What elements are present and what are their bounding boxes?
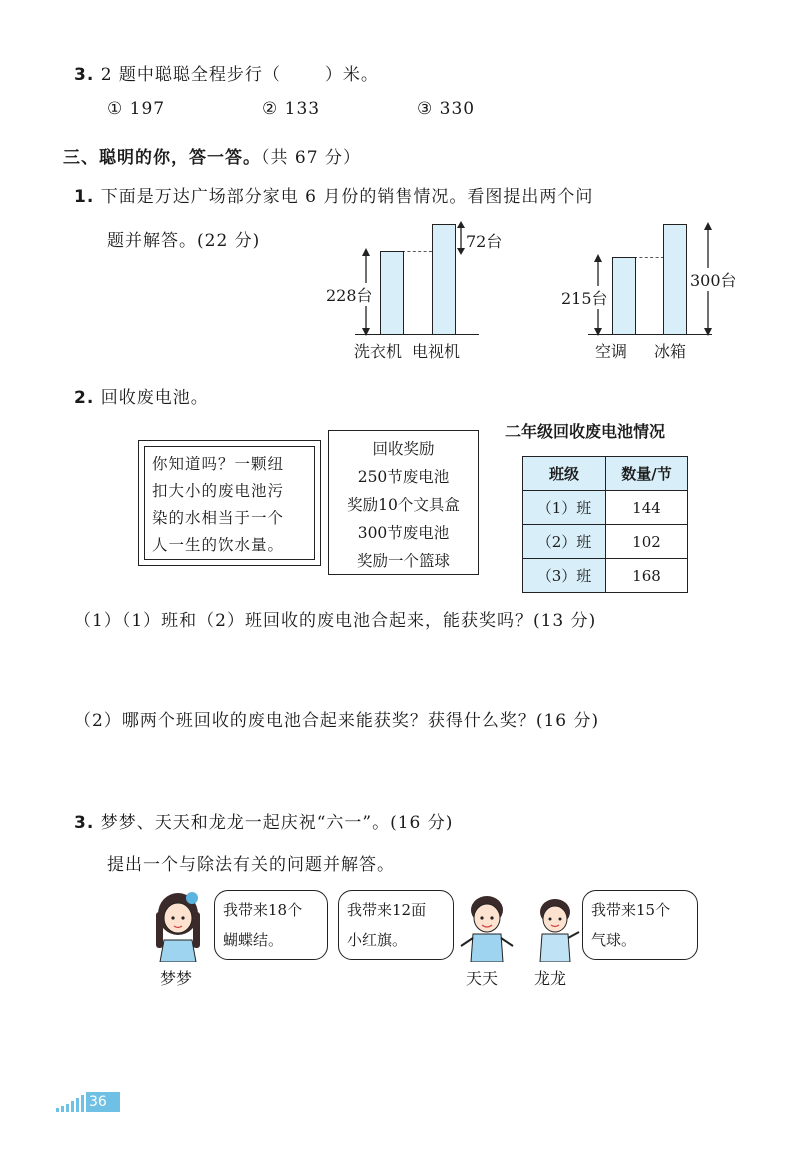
tip-line: 人一生的饮水量。 <box>152 536 285 554</box>
p2-sub2: （2）哪两个班回收的废电池合起来能获奖？获得什么奖？(16 分) <box>74 711 600 731</box>
q3-text-before: 2 题中聪聪全程步行（ <box>100 65 281 85</box>
q3-option-1: ① 197 <box>107 99 166 119</box>
table-header: 班级 <box>523 457 606 491</box>
p1-text1: 下面是万达广场部分家电 6 月份的销售情况。看图提出两个问 <box>100 187 594 207</box>
speech-bubble-longlong <box>582 890 698 960</box>
section-points: （共 67 分） <box>261 148 361 168</box>
p3-line1 <box>74 808 453 833</box>
xlabel-ac: 空调 <box>595 342 628 361</box>
bubble-line: 蝴蝶结。 <box>223 931 284 949</box>
section-heading <box>63 143 361 168</box>
bar-tv <box>432 224 456 335</box>
bubble-line: 小红旗。 <box>347 931 408 949</box>
p2-sub1: （1）（1）班和（2）班回收的废电池合起来，能获奖吗？(13 分) <box>74 611 597 631</box>
p3-number: 3. <box>74 813 95 833</box>
p2-number: 2. <box>74 388 95 408</box>
page-steps-icon <box>56 1094 86 1112</box>
speech-bubble-mengmeng <box>214 890 328 960</box>
reward-line: 奖励10个文具盒 <box>347 496 460 514</box>
table-cell-count: 168 <box>606 559 688 593</box>
xlabel-washing-machine: 洗衣机 <box>354 342 403 361</box>
bubble-line: 气球。 <box>591 931 637 949</box>
p3-text1: 梦梦、天天和龙龙一起庆祝“六一”。(16 分) <box>100 813 454 833</box>
table-row <box>523 525 688 559</box>
name-longlong: 龙龙 <box>534 969 567 988</box>
tip-inner <box>144 446 315 560</box>
chart-left-dashline <box>402 251 432 252</box>
name-mengmeng: 梦梦 <box>160 969 193 988</box>
label-300: 300台 <box>690 268 737 291</box>
table-cell-class: （1）班 <box>523 491 606 525</box>
tip-line: 扣大小的废电池污 <box>152 482 285 500</box>
tip-line: 染的水相当于一个 <box>152 509 285 527</box>
table-cell-class: （2）班 <box>523 525 606 559</box>
name-tiantian: 天天 <box>466 969 499 988</box>
chart-right-dashline <box>634 257 664 258</box>
label-215: 215台 <box>561 286 608 309</box>
boy-longlong-illustration <box>527 894 583 962</box>
bar-air-conditioner <box>612 257 636 335</box>
xlabel-fridge: 冰箱 <box>654 342 687 361</box>
page-number: 36 <box>86 1092 120 1112</box>
bubble-line: 我带来15个 <box>591 901 671 919</box>
tip-line: 你知道吗？一颗纽 <box>152 455 285 473</box>
p1-line2: 题并解答。(22 分) <box>107 231 261 251</box>
boy-tiantian-illustration <box>457 892 517 962</box>
tip-box <box>138 440 321 566</box>
bubble-line: 我带来12面 <box>347 901 427 919</box>
table-cell-count: 102 <box>606 525 688 559</box>
label-72: 72台 <box>466 232 503 251</box>
reward-line: 奖励一个篮球 <box>356 552 450 570</box>
table-cell-count: 144 <box>606 491 688 525</box>
table-row <box>523 491 688 525</box>
q3-number: 3. <box>74 65 95 85</box>
section-title: 三、聪明的你，答一答。 <box>63 148 261 168</box>
bubble-line: 我带来18个 <box>223 901 303 919</box>
p2-title: 回收废电池。 <box>100 388 209 408</box>
table-header-row <box>523 457 688 491</box>
reward-line: 回收奖励 <box>372 440 435 458</box>
girl-mengmeng-illustration <box>148 890 210 962</box>
recycle-table <box>522 456 688 593</box>
q3-line <box>74 60 379 85</box>
p3-line2: 提出一个与除法有关的问题并解答。 <box>107 855 395 875</box>
label-228: 228台 <box>326 283 373 306</box>
bar-washing-machine <box>380 251 404 335</box>
p2-line <box>74 383 209 408</box>
bar-fridge <box>663 224 687 335</box>
q3-option-2: ② 133 <box>262 99 321 119</box>
table-cell-class: （3）班 <box>523 559 606 593</box>
p1-line1 <box>74 182 593 207</box>
table-title: 二年级回收废电池情况 <box>505 422 666 441</box>
reward-line: 250节废电池 <box>357 468 450 486</box>
q3-text-after: ）米。 <box>324 65 379 85</box>
speech-bubble-tiantian <box>338 890 454 960</box>
q3-option-3: ③ 330 <box>417 99 476 119</box>
reward-line: 300节废电池 <box>357 524 450 542</box>
table-row <box>523 559 688 593</box>
reward-box <box>328 430 479 575</box>
xlabel-tv: 电视机 <box>412 342 461 361</box>
table-header: 数量/节 <box>606 457 688 491</box>
p1-number: 1. <box>74 187 95 207</box>
